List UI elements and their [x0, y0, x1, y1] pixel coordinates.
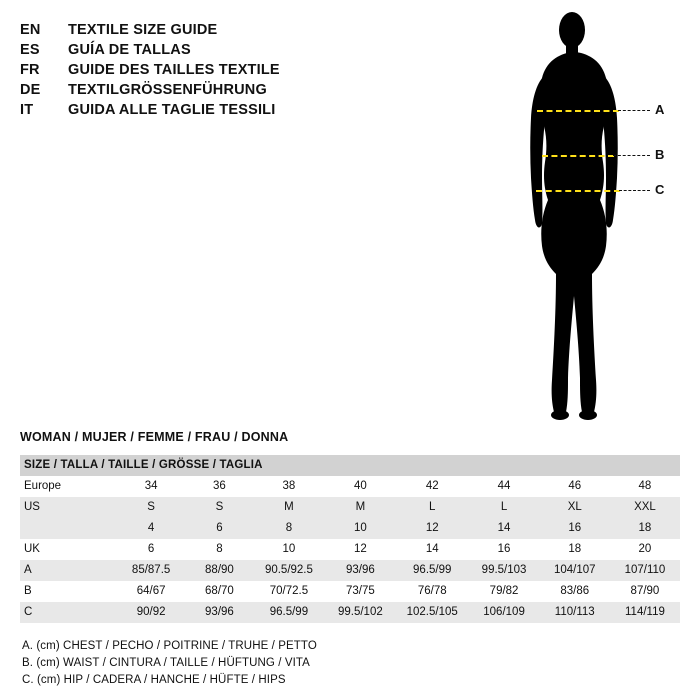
- cell: M: [253, 497, 325, 518]
- cell: 85/87.5: [116, 560, 186, 581]
- cell: 68/70: [186, 581, 253, 602]
- cell: 46: [540, 476, 610, 497]
- cell: 106/109: [469, 602, 540, 623]
- table-row: [20, 539, 680, 560]
- figure-area: [490, 0, 700, 440]
- cell: 34: [116, 476, 186, 497]
- cell: M: [325, 497, 396, 518]
- cell: 102.5/105: [396, 602, 469, 623]
- female-silhouette-icon: [500, 8, 660, 428]
- row-label: C: [20, 602, 116, 623]
- title-text-es: GUÍA DE TALLAS: [68, 42, 191, 58]
- waist-measure-line: [542, 155, 614, 157]
- cell: 110/113: [540, 602, 610, 623]
- table-header-row: [20, 455, 680, 476]
- title-row: [20, 22, 490, 38]
- cell: 88/90: [186, 560, 253, 581]
- cell: 4: [116, 518, 186, 539]
- marker-label-b: B: [655, 147, 665, 162]
- row-label: B: [20, 581, 116, 602]
- title-lang-de: DE: [20, 82, 41, 98]
- title-lang-es: ES: [20, 42, 40, 58]
- cell: 104/107: [540, 560, 610, 581]
- cell: 16: [469, 539, 540, 560]
- cell: 90/92: [116, 602, 186, 623]
- title-row: [20, 82, 490, 98]
- cell: 48: [610, 476, 680, 497]
- cell: 96.5/99: [253, 602, 325, 623]
- cell: 93/96: [325, 560, 396, 581]
- cell: 99.5/103: [469, 560, 540, 581]
- cell: 107/110: [610, 560, 680, 581]
- cell: 10: [253, 539, 325, 560]
- table-row: [20, 518, 680, 539]
- title-text-de: TEXTILGRÖSSENFÜHRUNG: [68, 82, 267, 98]
- title-block: [20, 22, 490, 122]
- title-lang-it: IT: [20, 102, 34, 118]
- cell: 79/82: [469, 581, 540, 602]
- row-label: UK: [20, 539, 116, 560]
- table-row: [20, 602, 680, 623]
- table-header-label: SIZE / TALLA / TAILLE / GRÖSSE / TAGLIA: [20, 455, 680, 476]
- legend: [22, 638, 317, 689]
- row-label: Europe: [20, 476, 116, 497]
- cell: 42: [396, 476, 469, 497]
- table-caption: WOMAN / MUJER / FEMME / FRAU / DONNA: [20, 430, 289, 444]
- title-row: [20, 62, 490, 78]
- cell: 18: [540, 539, 610, 560]
- cell: XXL: [610, 497, 680, 518]
- cell: 38: [253, 476, 325, 497]
- cell: 40: [325, 476, 396, 497]
- cell: 93/96: [186, 602, 253, 623]
- size-table: [20, 455, 680, 623]
- legend-item-chest: A. (cm) CHEST / PECHO / POITRINE / TRUHE / PETTO: [22, 640, 317, 652]
- cell: 90.5/92.5: [253, 560, 325, 581]
- hip-measure-line: [536, 190, 620, 192]
- cell: 99.5/102: [325, 602, 396, 623]
- cell: 12: [325, 539, 396, 560]
- cell: XL: [540, 497, 610, 518]
- cell: 44: [469, 476, 540, 497]
- waist-leader-line: [613, 155, 650, 156]
- table-row: [20, 497, 680, 518]
- cell: L: [469, 497, 540, 518]
- cell: 10: [325, 518, 396, 539]
- cell: 76/78: [396, 581, 469, 602]
- cell: L: [396, 497, 469, 518]
- legend-item-waist: B. (cm) WAIST / CINTURA / TAILLE / HÜFTUNG / VITA: [22, 657, 310, 669]
- cell: 96.5/99: [396, 560, 469, 581]
- marker-label-c: C: [655, 182, 665, 197]
- row-label: A: [20, 560, 116, 581]
- cell: 70/72.5: [253, 581, 325, 602]
- cell: S: [116, 497, 186, 518]
- cell: 64/67: [116, 581, 186, 602]
- cell: 12: [396, 518, 469, 539]
- title-text-en: TEXTILE SIZE GUIDE: [68, 22, 218, 38]
- cell: 14: [396, 539, 469, 560]
- chest-measure-line: [537, 110, 619, 112]
- row-label: US: [20, 497, 116, 518]
- cell: 8: [186, 539, 253, 560]
- cell: 6: [116, 539, 186, 560]
- cell: S: [186, 497, 253, 518]
- hip-leader-line: [619, 190, 650, 191]
- title-text-it: GUIDA ALLE TAGLIE TESSILI: [68, 102, 276, 118]
- cell: 14: [469, 518, 540, 539]
- cell: 16: [540, 518, 610, 539]
- title-row: [20, 42, 490, 58]
- marker-label-a: A: [655, 102, 665, 117]
- title-lang-en: EN: [20, 22, 41, 38]
- cell: 20: [610, 539, 680, 560]
- title-row: [20, 102, 490, 118]
- cell: 36: [186, 476, 253, 497]
- cell: 87/90: [610, 581, 680, 602]
- cell: 8: [253, 518, 325, 539]
- title-lang-fr: FR: [20, 62, 40, 78]
- cell: 114/119: [610, 602, 680, 623]
- row-label: [20, 518, 116, 539]
- title-text-fr: GUIDE DES TAILLES TEXTILE: [68, 62, 280, 78]
- cell: 18: [610, 518, 680, 539]
- table-row: [20, 581, 680, 602]
- table-row: [20, 476, 680, 497]
- cell: 6: [186, 518, 253, 539]
- cell: 73/75: [325, 581, 396, 602]
- cell: 83/86: [540, 581, 610, 602]
- chest-leader-line: [618, 110, 650, 111]
- legend-item-hip: C. (cm) HIP / CADERA / HANCHE / HÜFTE / HIPS: [22, 674, 286, 686]
- table-row: [20, 560, 680, 581]
